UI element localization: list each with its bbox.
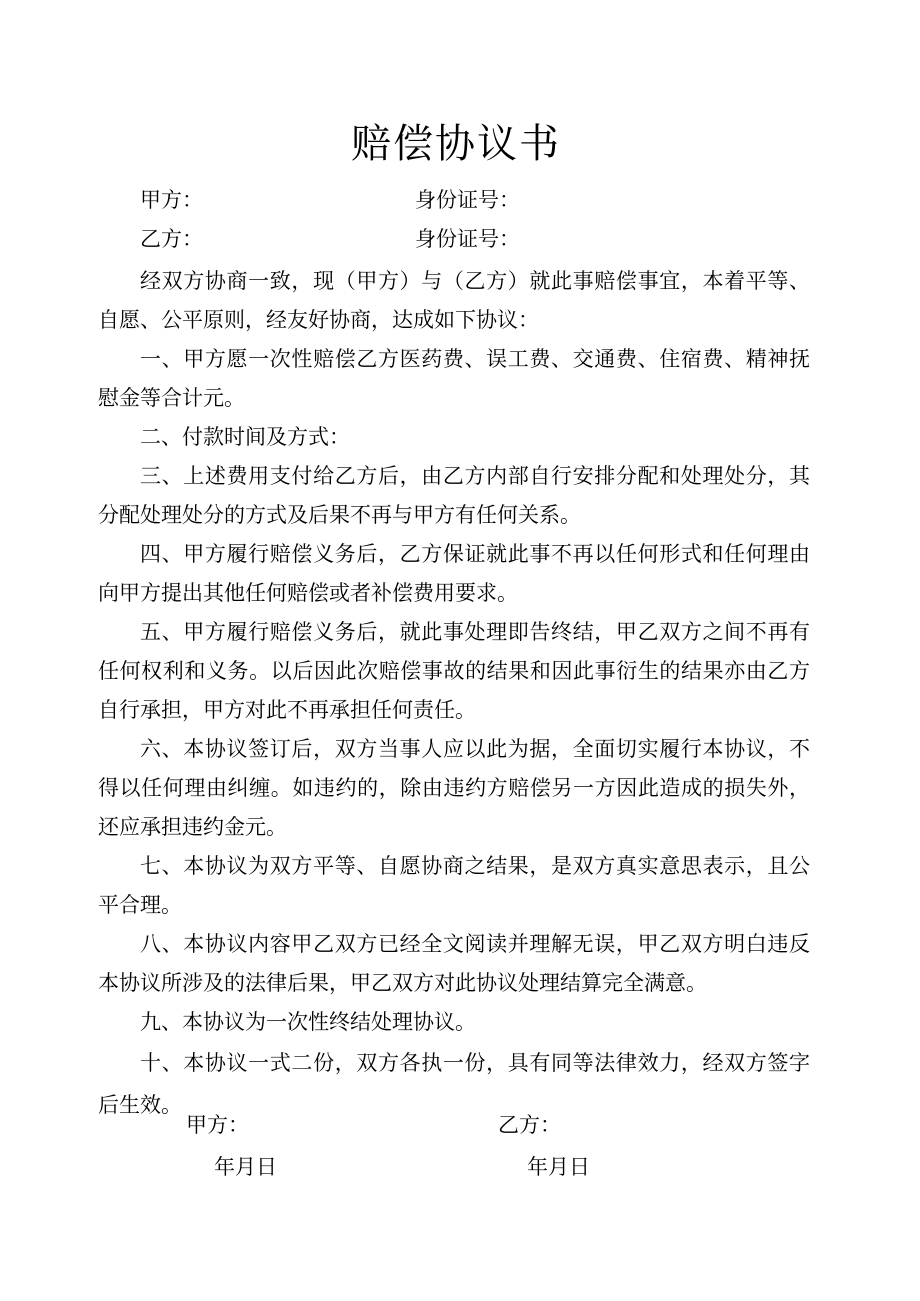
clause-7-paragraph: 七、本协议为双方平等、自愿协商之结果，是双方真实意思表示，且公平合理。 xyxy=(98,854,810,917)
party-b-id-label: 身份证号： xyxy=(415,227,520,251)
party-a-row xyxy=(140,185,820,215)
signature-date-b: 年月日 xyxy=(527,1155,590,1179)
agreement-body xyxy=(98,262,810,1126)
signature-party-b-label: 乙方： xyxy=(498,1113,561,1137)
signature-date-a: 年月日 xyxy=(214,1155,277,1179)
clause-5-paragraph: 五、甲方履行赔偿义务后，就此事处理即告终结，甲乙双方之间不再有任何权利和义务。以后因此次赔偿事故的结果和因此事衍生的结果亦由乙方自行承担，甲方对此不再承担任何责任。 xyxy=(98,620,810,722)
clause-6-paragraph: 六、本协议签订后，双方当事人应以此为据，全面切实履行本协议，不得以任何理由纠缠。如违约的，除由违约方赔偿另一方因此造成的损失外，还应承担违约金元。 xyxy=(98,737,810,839)
clause-1-paragraph: 一、甲方愿一次性赔偿乙方医药费、误工费、交通费、住宿费、精神抚慰金等合计元。 xyxy=(98,347,810,410)
party-b-row xyxy=(140,224,820,254)
signature-row xyxy=(186,1110,866,1140)
signature-party-a-label: 甲方： xyxy=(186,1113,249,1137)
clause-3-paragraph: 三、上述费用支付给乙方后，由乙方内部自行安排分配和处理处分，其分配处理处分的方式及后果不再与甲方有任何关系。 xyxy=(98,464,810,527)
clause-4-paragraph: 四、甲方履行赔偿义务后，乙方保证就此事不再以任何形式和任何理由向甲方提出其他任何赔偿或者补偿费用要求。 xyxy=(98,542,810,605)
clause-8-paragraph: 八、本协议内容甲乙双方已经全文阅读并理解无误，甲乙双方明白违反本协议所涉及的法律后果，甲乙双方对此协议处理结算完全满意。 xyxy=(98,932,810,995)
document-title: 赔偿协议书 xyxy=(351,121,561,167)
clause-2-paragraph: 二、付款时间及方式： xyxy=(140,425,350,449)
date-row xyxy=(214,1152,894,1182)
party-b-label: 乙方： xyxy=(140,227,203,251)
party-a-label: 甲方： xyxy=(140,188,203,212)
intro-paragraph: 经双方协商一致，现（甲方）与（乙方）就此事赔偿事宜，本着平等、自愿、公平原则，经友好协商，达成如下协议： xyxy=(98,269,810,332)
party-a-id-label: 身份证号： xyxy=(415,188,520,212)
clause-9-paragraph: 九、本协议为一次性终结处理协议。 xyxy=(140,1010,476,1034)
clause-10-paragraph: 十、本协议一式二份，双方各执一份，具有同等法律效力，经双方签字后生效。 xyxy=(98,1051,810,1117)
